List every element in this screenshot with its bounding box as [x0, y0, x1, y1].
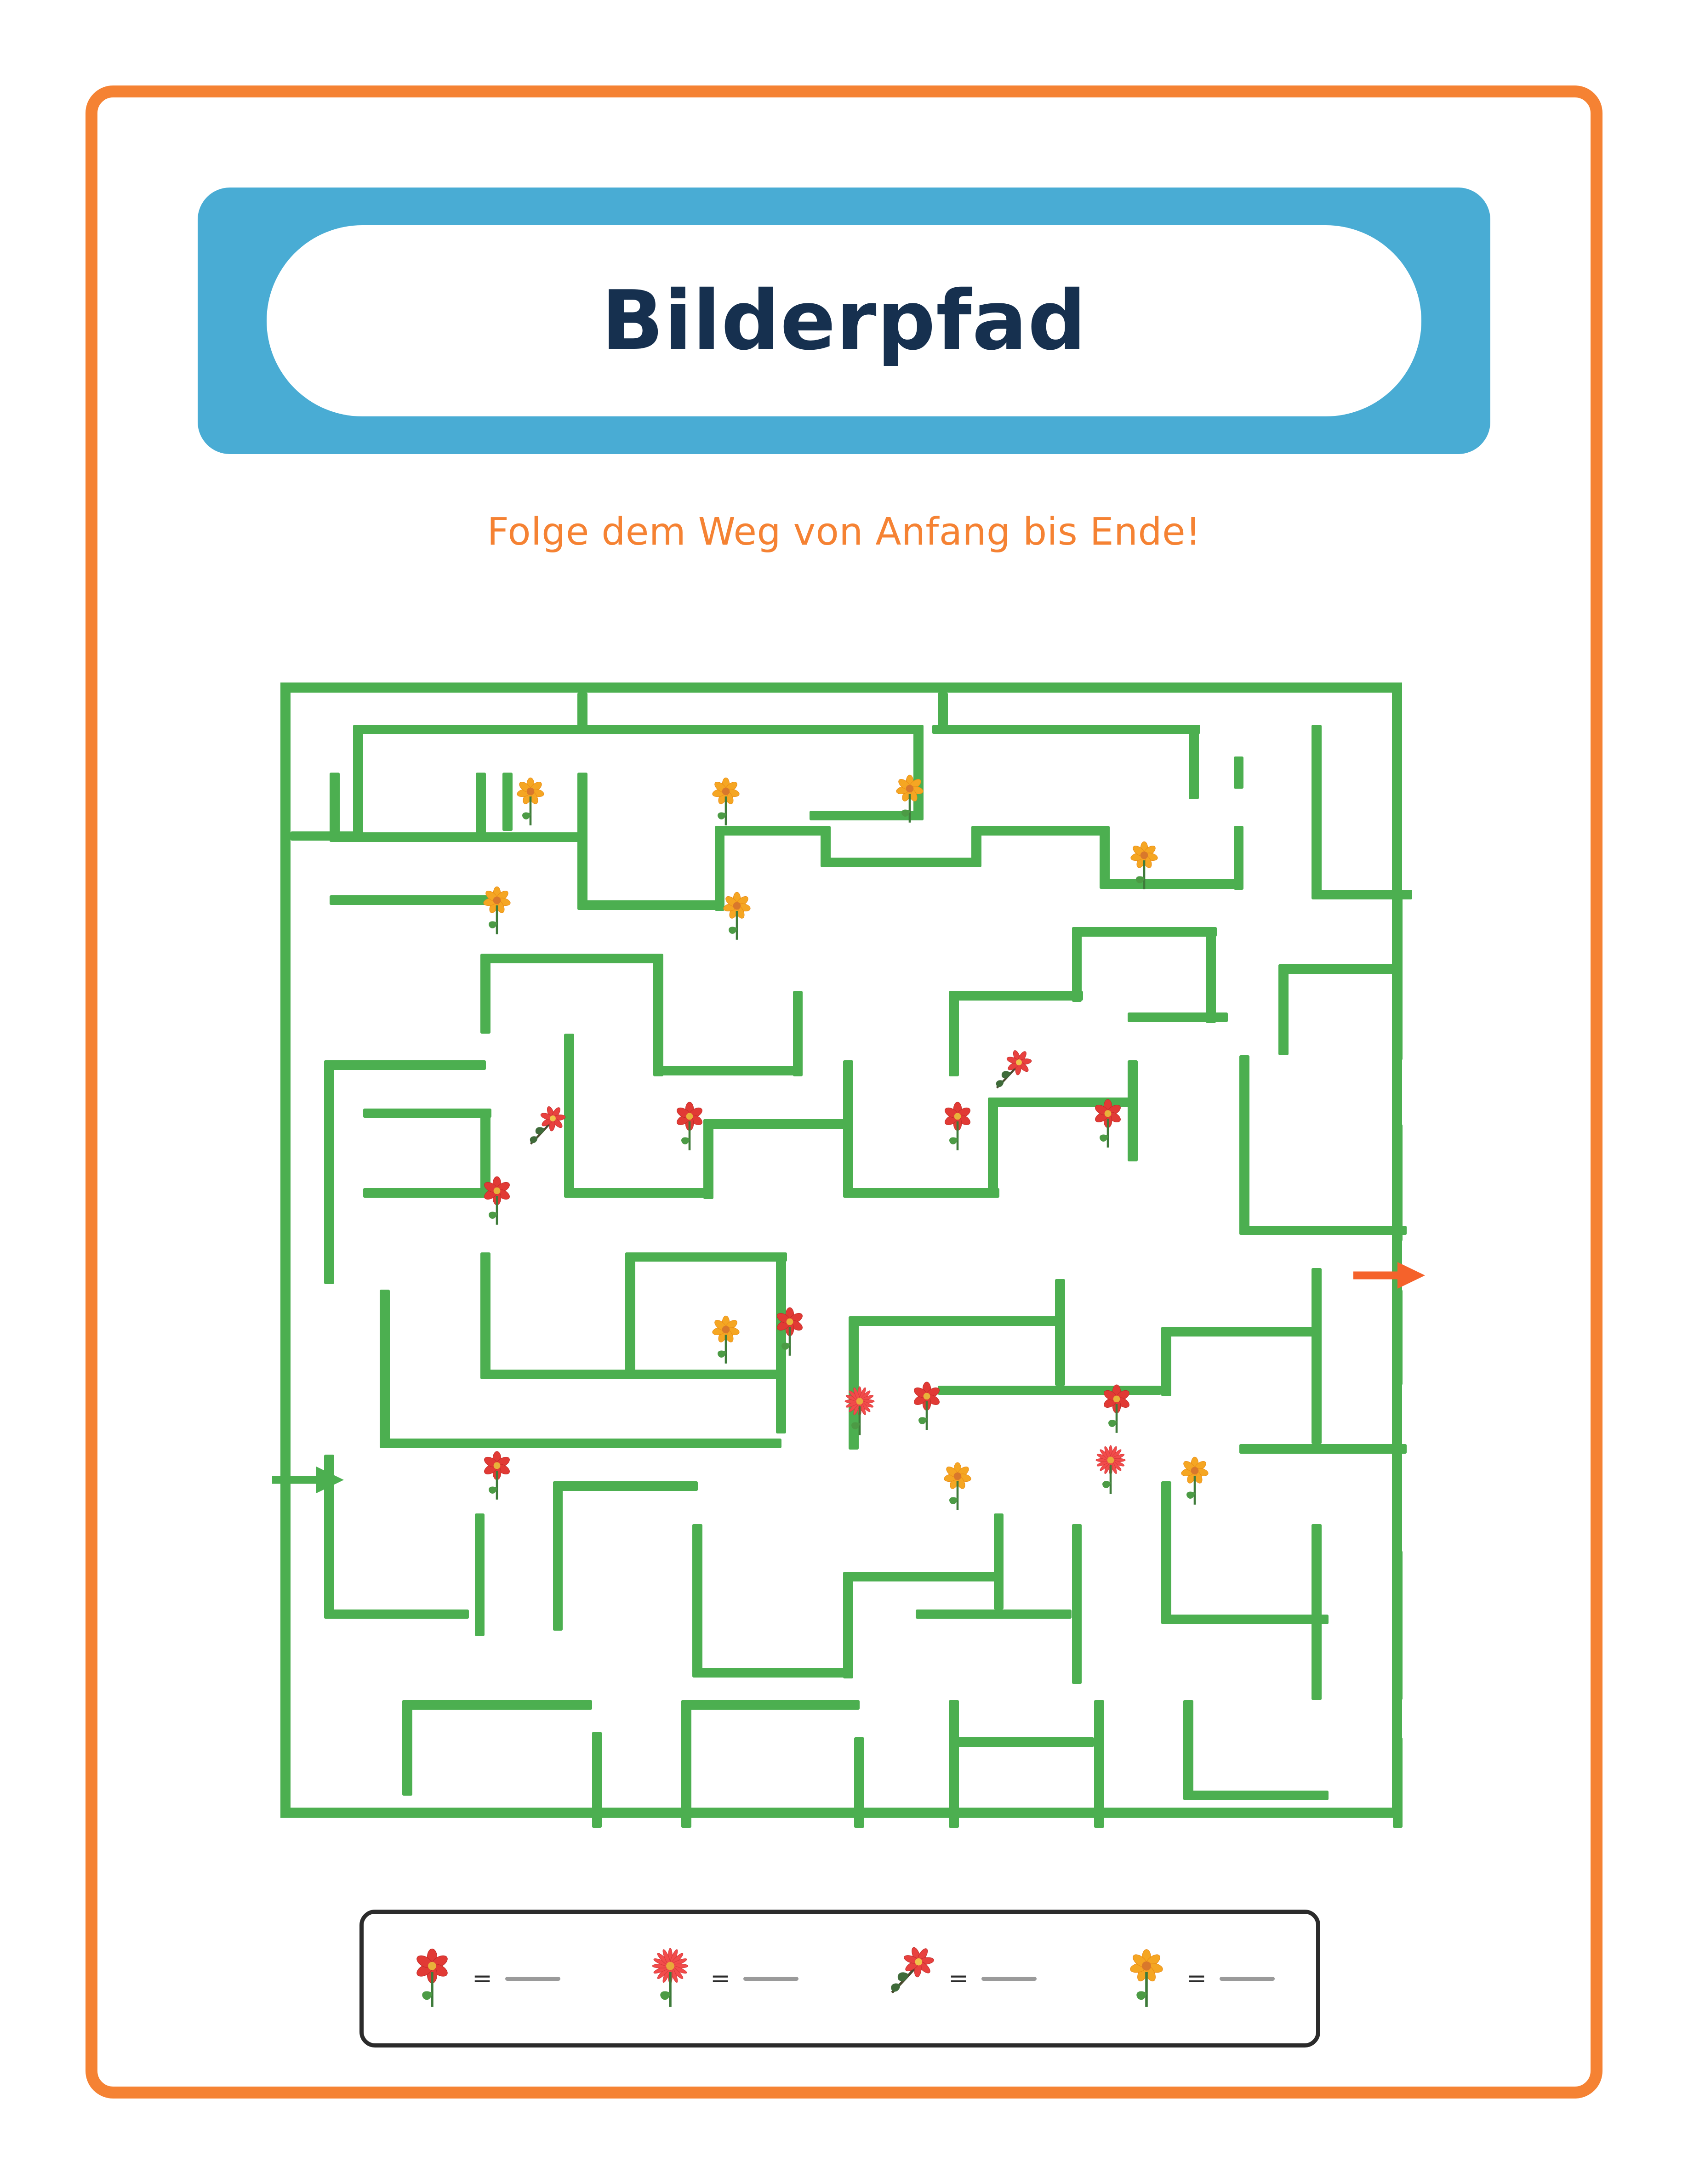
page-subtitle: Folge dem Weg von Anfang bis Ende!	[487, 510, 1201, 554]
maze-wall	[1161, 1327, 1317, 1337]
legend-item	[881, 1945, 1037, 2012]
legend-flower-red-flower	[405, 1945, 459, 2012]
maze-wall	[363, 1188, 497, 1198]
legend-item	[405, 1945, 560, 2012]
maze-wall	[1161, 1327, 1171, 1396]
maze-wall	[949, 1700, 959, 1828]
maze-flower-orange-daisy	[1173, 1454, 1217, 1509]
legend-equals-sign: =	[710, 1965, 730, 1992]
legend-flower-red-daisy	[643, 1945, 697, 2012]
title-banner	[198, 188, 1490, 454]
legend-flower-red-branch	[881, 1945, 935, 2012]
maze-flower-red-flower	[935, 1099, 980, 1155]
maze-wall	[1072, 1524, 1082, 1684]
maze-wall	[1393, 1290, 1403, 1386]
legend-equals-sign: =	[1186, 1965, 1207, 1992]
maze-wall	[402, 1700, 592, 1710]
maze-wall	[949, 991, 1083, 1001]
maze-flower-orange-daisy	[704, 774, 748, 830]
maze-wall	[380, 1290, 390, 1444]
maze-wall	[553, 1481, 698, 1491]
maze-wall	[476, 832, 587, 842]
legend-equals-sign: =	[948, 1965, 969, 1992]
maze-wall	[1094, 1700, 1104, 1828]
maze-wall	[324, 1610, 469, 1619]
maze-wall	[938, 1386, 1161, 1395]
maze-wall	[592, 1732, 602, 1828]
maze-wall	[363, 1109, 491, 1118]
maze-wall	[843, 1572, 853, 1678]
maze-wall	[1072, 927, 1082, 1001]
maze-wall	[564, 1034, 574, 1194]
maze-wall	[380, 1439, 781, 1448]
legend-answer-blank[interactable]	[505, 1977, 560, 1981]
maze-wall	[1239, 1444, 1407, 1454]
maze-wall	[916, 1610, 1072, 1619]
maze-wall	[480, 954, 659, 963]
maze-wall	[1100, 826, 1110, 885]
maze-wall	[949, 991, 959, 1076]
maze-wall	[577, 725, 924, 734]
legend-flower-orange-daisy	[1119, 1945, 1174, 2012]
maze-wall	[843, 1188, 999, 1198]
legend-bar	[359, 1910, 1320, 2048]
maze-wall	[577, 900, 723, 910]
legend-item	[643, 1945, 798, 2012]
maze-wall	[703, 1119, 713, 1199]
maze-flower-orange-daisy	[704, 1313, 748, 1368]
maze-wall	[653, 1066, 798, 1075]
maze-wall	[938, 693, 948, 726]
legend-answer-blank[interactable]	[981, 1977, 1037, 1981]
maze-wall	[913, 725, 924, 821]
maze-wall	[1055, 1279, 1065, 1386]
maze-wall	[1239, 1055, 1249, 1231]
title-pill	[267, 225, 1421, 416]
maze-wall	[692, 1668, 849, 1678]
maze-wall	[1234, 756, 1244, 789]
maze-wall	[1393, 1551, 1403, 1700]
page-title: Bilderpfad	[601, 273, 1087, 368]
maze-wall	[715, 826, 725, 911]
maze-wall	[776, 1252, 786, 1433]
maze-wall	[1234, 826, 1244, 890]
maze-wall	[821, 858, 977, 867]
maze-wall	[994, 1513, 1004, 1610]
maze-wall	[849, 1316, 1061, 1326]
maze-wall	[330, 895, 497, 905]
maze-wall	[692, 1524, 702, 1673]
maze-wall	[1393, 1124, 1403, 1241]
maze-wall	[1393, 1737, 1403, 1828]
maze-wall	[353, 725, 587, 734]
maze-flower-orange-daisy	[508, 774, 553, 830]
maze-wall	[715, 826, 827, 836]
maze-wall	[1100, 879, 1239, 889]
maze-flower-red-daisy	[838, 1384, 882, 1439]
maze-wall	[577, 773, 587, 906]
maze-wall	[1278, 964, 1289, 1055]
maze-wall	[1183, 1791, 1329, 1800]
legend-equals-sign: =	[472, 1965, 492, 1992]
maze-wall	[324, 1060, 486, 1070]
maze-wall	[1206, 927, 1216, 1023]
maze-wall	[564, 1188, 709, 1198]
maze-wall	[988, 1098, 998, 1194]
maze-wall	[681, 1700, 860, 1710]
maze-wall	[1161, 1615, 1329, 1624]
maze-wall	[681, 1700, 691, 1828]
maze-wall	[703, 1119, 849, 1129]
maze-wall	[793, 991, 803, 1076]
maze-grid	[280, 682, 1402, 1818]
maze-wall	[1183, 1700, 1193, 1796]
legend-item	[1119, 1945, 1275, 2012]
maze-wall	[475, 1513, 485, 1636]
maze-wall	[480, 959, 490, 1034]
maze-wall	[843, 1572, 999, 1581]
maze-flower-red-daisy	[1089, 1443, 1133, 1498]
maze-flower-orange-daisy	[475, 883, 519, 938]
maze-flower-orange-daisy	[935, 1459, 980, 1514]
maze-wall	[653, 954, 663, 1076]
maze-wall	[1072, 927, 1217, 937]
maze-wall	[480, 1252, 490, 1375]
legend-answer-blank[interactable]	[743, 1977, 798, 1981]
maze-wall	[1278, 964, 1401, 974]
maze-wall	[502, 773, 513, 831]
maze-wall	[1128, 1012, 1228, 1022]
maze-flower-red-branch	[988, 1049, 1032, 1104]
maze-flower-red-flower	[768, 1305, 812, 1360]
maze-wall	[988, 1098, 1133, 1107]
end-arrow-icon	[1352, 1259, 1430, 1291]
maze-wall	[1128, 1060, 1138, 1161]
maze-wall	[1312, 1268, 1322, 1444]
maze-wall	[625, 1252, 635, 1375]
maze-wall	[971, 826, 1105, 836]
maze-wall	[1239, 1226, 1407, 1235]
maze-wall	[480, 1109, 490, 1194]
maze-wall	[353, 725, 363, 841]
maze-wall	[810, 811, 924, 820]
maze-wall	[476, 773, 486, 842]
maze-wall	[1393, 890, 1403, 1060]
maze-flower-red-flower	[475, 1449, 519, 1504]
maze-wall	[843, 1060, 853, 1194]
maze-wall	[1312, 1524, 1322, 1700]
maze-wall	[1161, 1481, 1171, 1620]
legend-answer-blank[interactable]	[1220, 1977, 1275, 1981]
maze-wall	[330, 832, 486, 842]
maze-wall	[553, 1481, 563, 1631]
maze-wall	[330, 773, 340, 842]
maze-wall	[849, 1316, 859, 1450]
maze-wall	[324, 1060, 334, 1284]
maze-wall	[625, 1252, 787, 1262]
maze-wall	[1312, 725, 1322, 895]
maze-wall	[932, 725, 1200, 734]
maze-container	[280, 682, 1402, 1818]
start-arrow-icon	[270, 1464, 348, 1496]
maze-wall	[402, 1700, 412, 1796]
maze-wall	[854, 1737, 864, 1828]
maze-wall	[949, 1737, 1094, 1747]
maze-wall	[1189, 725, 1199, 799]
maze-flower-red-branch	[522, 1105, 566, 1160]
